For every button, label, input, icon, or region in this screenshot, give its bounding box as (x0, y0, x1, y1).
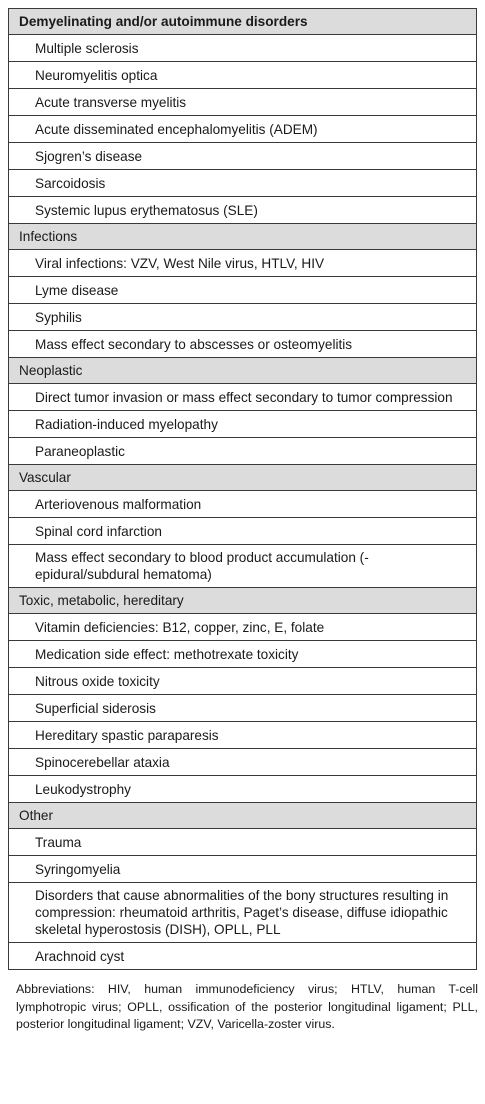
condition-cell: Hereditary spastic paraparesis (9, 722, 477, 749)
condition-cell: Sarcoidosis (9, 170, 477, 197)
table-row (9, 62, 477, 89)
table-row (9, 883, 477, 943)
table-row (9, 776, 477, 803)
condition-cell: Systemic lupus erythematosus (SLE) (9, 197, 477, 224)
category-header-row (9, 224, 477, 250)
table-row (9, 116, 477, 143)
condition-cell: Paraneoplastic (9, 438, 477, 465)
category-title: Vascular (9, 465, 477, 491)
condition-cell: Syphilis (9, 304, 477, 331)
condition-cell: Spinal cord infarction (9, 518, 477, 545)
condition-cell: Acute disseminated encephalomyelitis (ADEM) (9, 116, 477, 143)
condition-cell: Neuromyelitis optica (9, 62, 477, 89)
table-row (9, 722, 477, 749)
condition-cell: Syringomyelia (9, 856, 477, 883)
table-row (9, 695, 477, 722)
table-row (9, 438, 477, 465)
condition-cell: Vitamin deficiencies: B12, copper, zinc, E, folate (9, 614, 477, 641)
table-row (9, 829, 477, 856)
table-row (9, 250, 477, 277)
condition-cell: Arteriovenous malformation (9, 491, 477, 518)
condition-cell: Spinocerebellar ataxia (9, 749, 477, 776)
condition-cell: Arachnoid cyst (9, 943, 477, 970)
table-row (9, 856, 477, 883)
condition-cell: Nitrous oxide toxicity (9, 668, 477, 695)
condition-cell: Disorders that cause abnormalities of the bony structures resulting in compression: rheumatoid arthritis, Paget’s disease, diffuse idiopathic skeletal hyperostosis (DISH), OPLL, PLL (9, 883, 477, 943)
category-title: Demyelinating and/or autoimmune disorders (9, 9, 477, 35)
condition-cell: Trauma (9, 829, 477, 856)
table-row (9, 943, 477, 970)
category-header-row (9, 465, 477, 491)
condition-cell: Radiation-induced myelopathy (9, 411, 477, 438)
table-row (9, 170, 477, 197)
condition-cell: Sjogren’s disease (9, 143, 477, 170)
condition-cell: Viral infections: VZV, West Nile virus, HTLV, HIV (9, 250, 477, 277)
table-row (9, 143, 477, 170)
category-title: Toxic, metabolic, hereditary (9, 588, 477, 614)
table-row (9, 749, 477, 776)
table-row (9, 197, 477, 224)
table-row (9, 411, 477, 438)
table-body (9, 9, 477, 970)
condition-cell: Superficial siderosis (9, 695, 477, 722)
condition-cell: Mass effect secondary to blood product accumulation (-epidural/subdural hematoma) (9, 545, 477, 588)
condition-cell: Lyme disease (9, 277, 477, 304)
condition-cell: Direct tumor invasion or mass effect secondary to tumor compression (9, 384, 477, 411)
condition-cell: Mass effect secondary to abscesses or osteomyelitis (9, 331, 477, 358)
condition-cell: Multiple sclerosis (9, 35, 477, 62)
category-title: Other (9, 803, 477, 829)
category-header-row (9, 588, 477, 614)
category-title: Neoplastic (9, 358, 477, 384)
category-header-row (9, 803, 477, 829)
table-row (9, 384, 477, 411)
table-row (9, 491, 477, 518)
table-row (9, 35, 477, 62)
table-row (9, 277, 477, 304)
table-row (9, 614, 477, 641)
abbreviations-footnote: Abbreviations: HIV, human immunodeficiency virus; HTLV, human T-cell lymphotropic virus; OPLL, ossification of the posterior longitudinal ligament; PLL, posterior longitudinal ligament; VZV, Varicella-zoster virus. (16, 982, 478, 1032)
table-row (9, 641, 477, 668)
condition-cell: Leukodystrophy (9, 776, 477, 803)
table-row (9, 668, 477, 695)
category-title: Infections (9, 224, 477, 250)
table-row (9, 304, 477, 331)
condition-cell: Acute transverse myelitis (9, 89, 477, 116)
category-header-row (9, 358, 477, 384)
table-row (9, 545, 477, 588)
table-row (9, 518, 477, 545)
differential-diagnosis-table (8, 8, 477, 970)
category-header-row (9, 9, 477, 35)
table-row (9, 89, 477, 116)
condition-cell: Medication side effect: methotrexate toxicity (9, 641, 477, 668)
table-row (9, 331, 477, 358)
